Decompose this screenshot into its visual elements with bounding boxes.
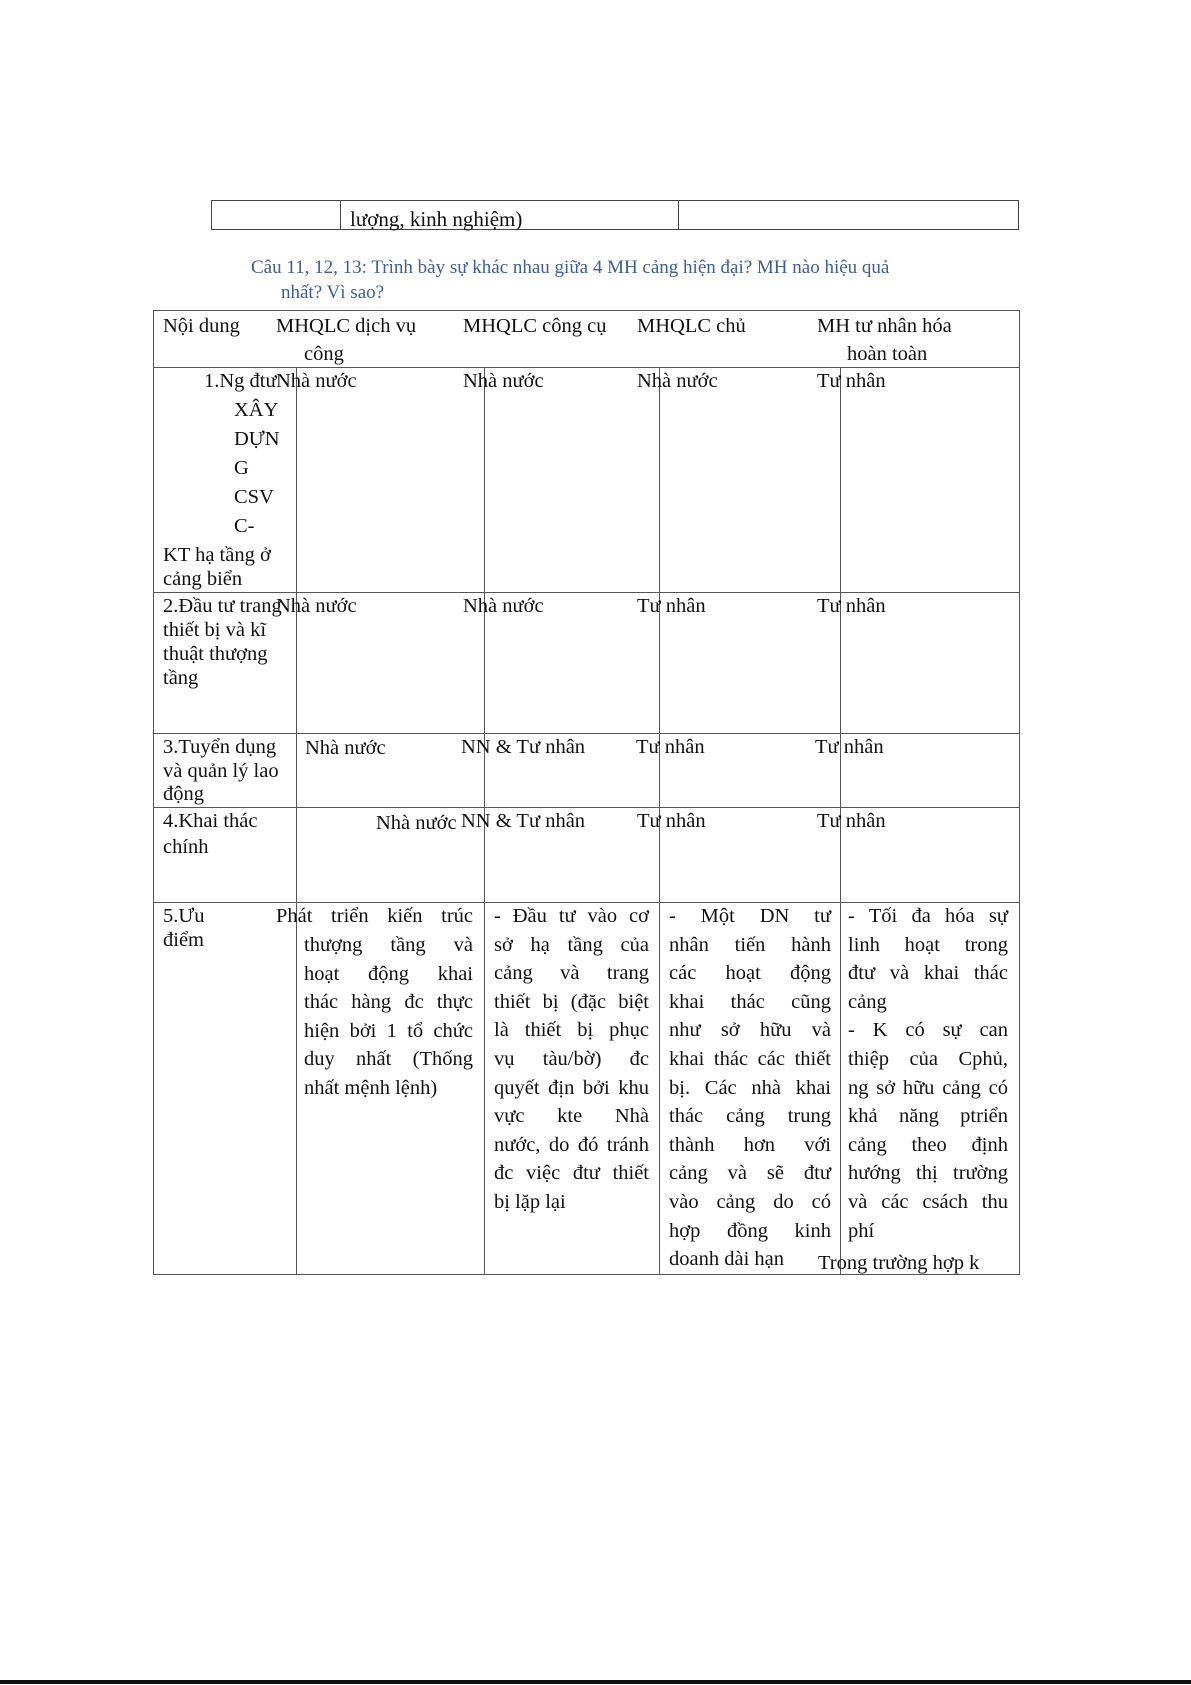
row5-cell-chu	[669, 902, 831, 1274]
table-border	[153, 733, 1020, 734]
text-line: linh hoạt trong	[848, 933, 1008, 956]
row2-label-line: 2.Đầu tư trang	[163, 595, 282, 617]
text-line: như sở hữu và	[669, 1019, 831, 1042]
row5-label-line: điểm	[163, 929, 204, 951]
row5-cell-tu-nhan-overflow: Trong trường hợp k	[818, 1252, 980, 1274]
header-mh-tu-nhan-cont: hoàn toàn	[847, 343, 928, 365]
text-line: cảng theo định	[848, 1133, 1008, 1156]
row5-label-line: 5.Ưu	[163, 905, 205, 927]
text-line: cảng và sẽ đtư	[669, 1162, 831, 1185]
text-line: - Đầu tư vào cơ	[494, 905, 649, 927]
text-line: khai thác các thiết	[669, 1047, 831, 1070]
table-border	[153, 592, 1020, 593]
text-line: thượng tầng và	[304, 934, 473, 956]
row3-cell-cong-cu: NN & Tư nhân	[461, 736, 586, 758]
row1-label-line: CSV	[234, 486, 274, 508]
text-line: hiện bởi 1 tổ chức	[304, 1019, 473, 1042]
row1-cell-tu-nhan: Tư nhân	[817, 370, 886, 392]
text-line: - K có sự can	[848, 1019, 1008, 1042]
text-line: bị lặp lại	[494, 1190, 566, 1213]
text-line: bị. Các nhà khai	[669, 1076, 831, 1099]
text-line: khai thác cũng	[669, 990, 831, 1013]
table-divider	[678, 201, 679, 229]
text-line: ng sở hữu cảng có	[848, 1076, 1008, 1099]
text-line: các hoạt động	[669, 962, 831, 985]
header-mhqlc-dich-vu-cont: công	[304, 343, 344, 365]
text-line: đc việc đtư thiết	[494, 1162, 649, 1185]
table-border	[1019, 310, 1020, 1274]
text-line: khả năng ptriển	[848, 1105, 1008, 1128]
text-line: vào cảng do có	[669, 1190, 831, 1213]
text-line: nhất mệnh lệnh)	[304, 1076, 438, 1099]
text-line: hướng thị trường	[848, 1162, 1008, 1185]
row1-label-line: C-	[234, 515, 255, 537]
row3-cell-chu: Tư nhân	[636, 736, 705, 758]
row4-cell-dich-vu: Nhà nước	[376, 812, 457, 834]
continued-table-fragment	[211, 200, 1019, 230]
text-line: cảng	[848, 990, 887, 1013]
row2-label-line: thiết bị và kĩ	[163, 619, 267, 641]
row1-cell-chu: Nhà nước	[637, 370, 718, 392]
text-line: doanh dài hạn	[669, 1248, 784, 1271]
text-line: hợp đồng kinh	[669, 1219, 831, 1242]
table-divider	[340, 201, 341, 229]
header-mhqlc-chu: MHQLC chủ	[637, 315, 746, 337]
row4-cell-cong-cu: NN & Tư nhân	[461, 810, 586, 832]
text-line: thác cảng trung	[669, 1105, 831, 1128]
row1-label-line: 1.Ng đtư	[204, 370, 277, 392]
text-line: thành hơn với	[669, 1133, 831, 1156]
text-line: thiệp của Cphủ,	[848, 1047, 1008, 1070]
row1-label-line: G	[234, 457, 249, 479]
row3-label-line: và quản lý lao	[163, 760, 279, 782]
row2-cell-chu: Tư nhân	[637, 595, 706, 617]
header-mhqlc-dich-vu: MHQLC dịch vụ	[276, 315, 417, 337]
text-line: hoạt động khai	[304, 962, 473, 985]
row2-cell-tu-nhan: Tư nhân	[817, 595, 886, 617]
table-border	[153, 310, 1020, 311]
row5-cell-tu-nhan	[848, 902, 1008, 1245]
question-heading-line1: Câu 11, 12, 13: Trình bày sự khác nhau giữa 4 MH cảng hiện đại? MH nào hiệu quả	[251, 257, 890, 278]
text-line: phí	[848, 1219, 875, 1242]
row1-label-line: DỰN	[234, 428, 280, 450]
header-noi-dung: Nội dung	[163, 315, 240, 337]
text-line: sở hạ tầng của	[494, 933, 649, 956]
row1-label-line: XÂY	[234, 399, 279, 421]
row4-cell-chu: Tư nhân	[637, 810, 706, 832]
page-bottom-rule	[0, 1680, 1191, 1684]
text-line: nước, do đó tránh	[494, 1133, 649, 1156]
table-border	[296, 367, 297, 1274]
row1-label-tail: cảng biển	[163, 568, 243, 590]
text-line: và các csách thu	[848, 1190, 1008, 1213]
row2-cell-dich-vu: Nhà nước	[276, 595, 357, 617]
text-line: cảng và trang	[494, 962, 649, 985]
row5-cell-dich-vu	[276, 902, 473, 931]
row3-label-line: 3.Tuyển dụng	[163, 736, 277, 758]
row4-cell-tu-nhan: Tư nhân	[817, 810, 886, 832]
row2-label-line: thuật thượng	[163, 643, 268, 665]
text-line: là thiết bị phục	[494, 1019, 649, 1042]
row5-cell-cong-cu	[494, 902, 649, 1217]
text-line: quyết địn bởi khu	[494, 1076, 649, 1099]
row1-label-tail: KT hạ tầng ở	[163, 544, 271, 566]
row4-label-line: 4.Khai thác	[163, 810, 258, 832]
text-line: - Một DN tư	[669, 905, 831, 927]
header-mhqlc-cong-cu: MHQLC công cụ	[463, 315, 607, 337]
row2-label-line: tầng	[163, 667, 199, 689]
row4-label-line: chính	[163, 836, 209, 858]
text-line: nhân tiến hành	[669, 933, 831, 956]
row3-cell-dich-vu: Nhà nước	[305, 737, 386, 759]
text-line: vụ tàu/bờ) đc	[494, 1047, 649, 1070]
table-border	[153, 807, 1020, 808]
row1-cell-dich-vu: Nhà nước	[276, 370, 357, 392]
question-heading-line2: nhất? Vì sao?	[281, 282, 385, 303]
continued-cell-text: lượng, kinh nghiệm)	[350, 207, 523, 231]
text-line: duy nhất (Thống	[304, 1048, 473, 1071]
text-line: vực kte Nhà	[494, 1105, 649, 1128]
header-mh-tu-nhan: MH tư nhân hóa	[817, 315, 952, 337]
text-line: đtư và khai thác	[848, 962, 1008, 985]
text-line: - Tối đa hóa sự	[848, 905, 1008, 927]
text-line: Phát triển kiến trúc	[276, 905, 473, 927]
row3-cell-tu-nhan: Tư nhân	[815, 736, 884, 758]
row1-cell-cong-cu: Nhà nước	[463, 370, 544, 392]
row3-label-line: động	[163, 783, 204, 805]
table-border	[153, 367, 1020, 368]
text-line: thác hàng đc thực	[304, 991, 473, 1014]
row2-cell-cong-cu: Nhà nước	[463, 595, 544, 617]
table-border	[153, 310, 154, 1274]
text-line: thiết bị (đặc biệt	[494, 990, 649, 1013]
row5-cell-dich-vu-cont	[304, 931, 473, 1103]
